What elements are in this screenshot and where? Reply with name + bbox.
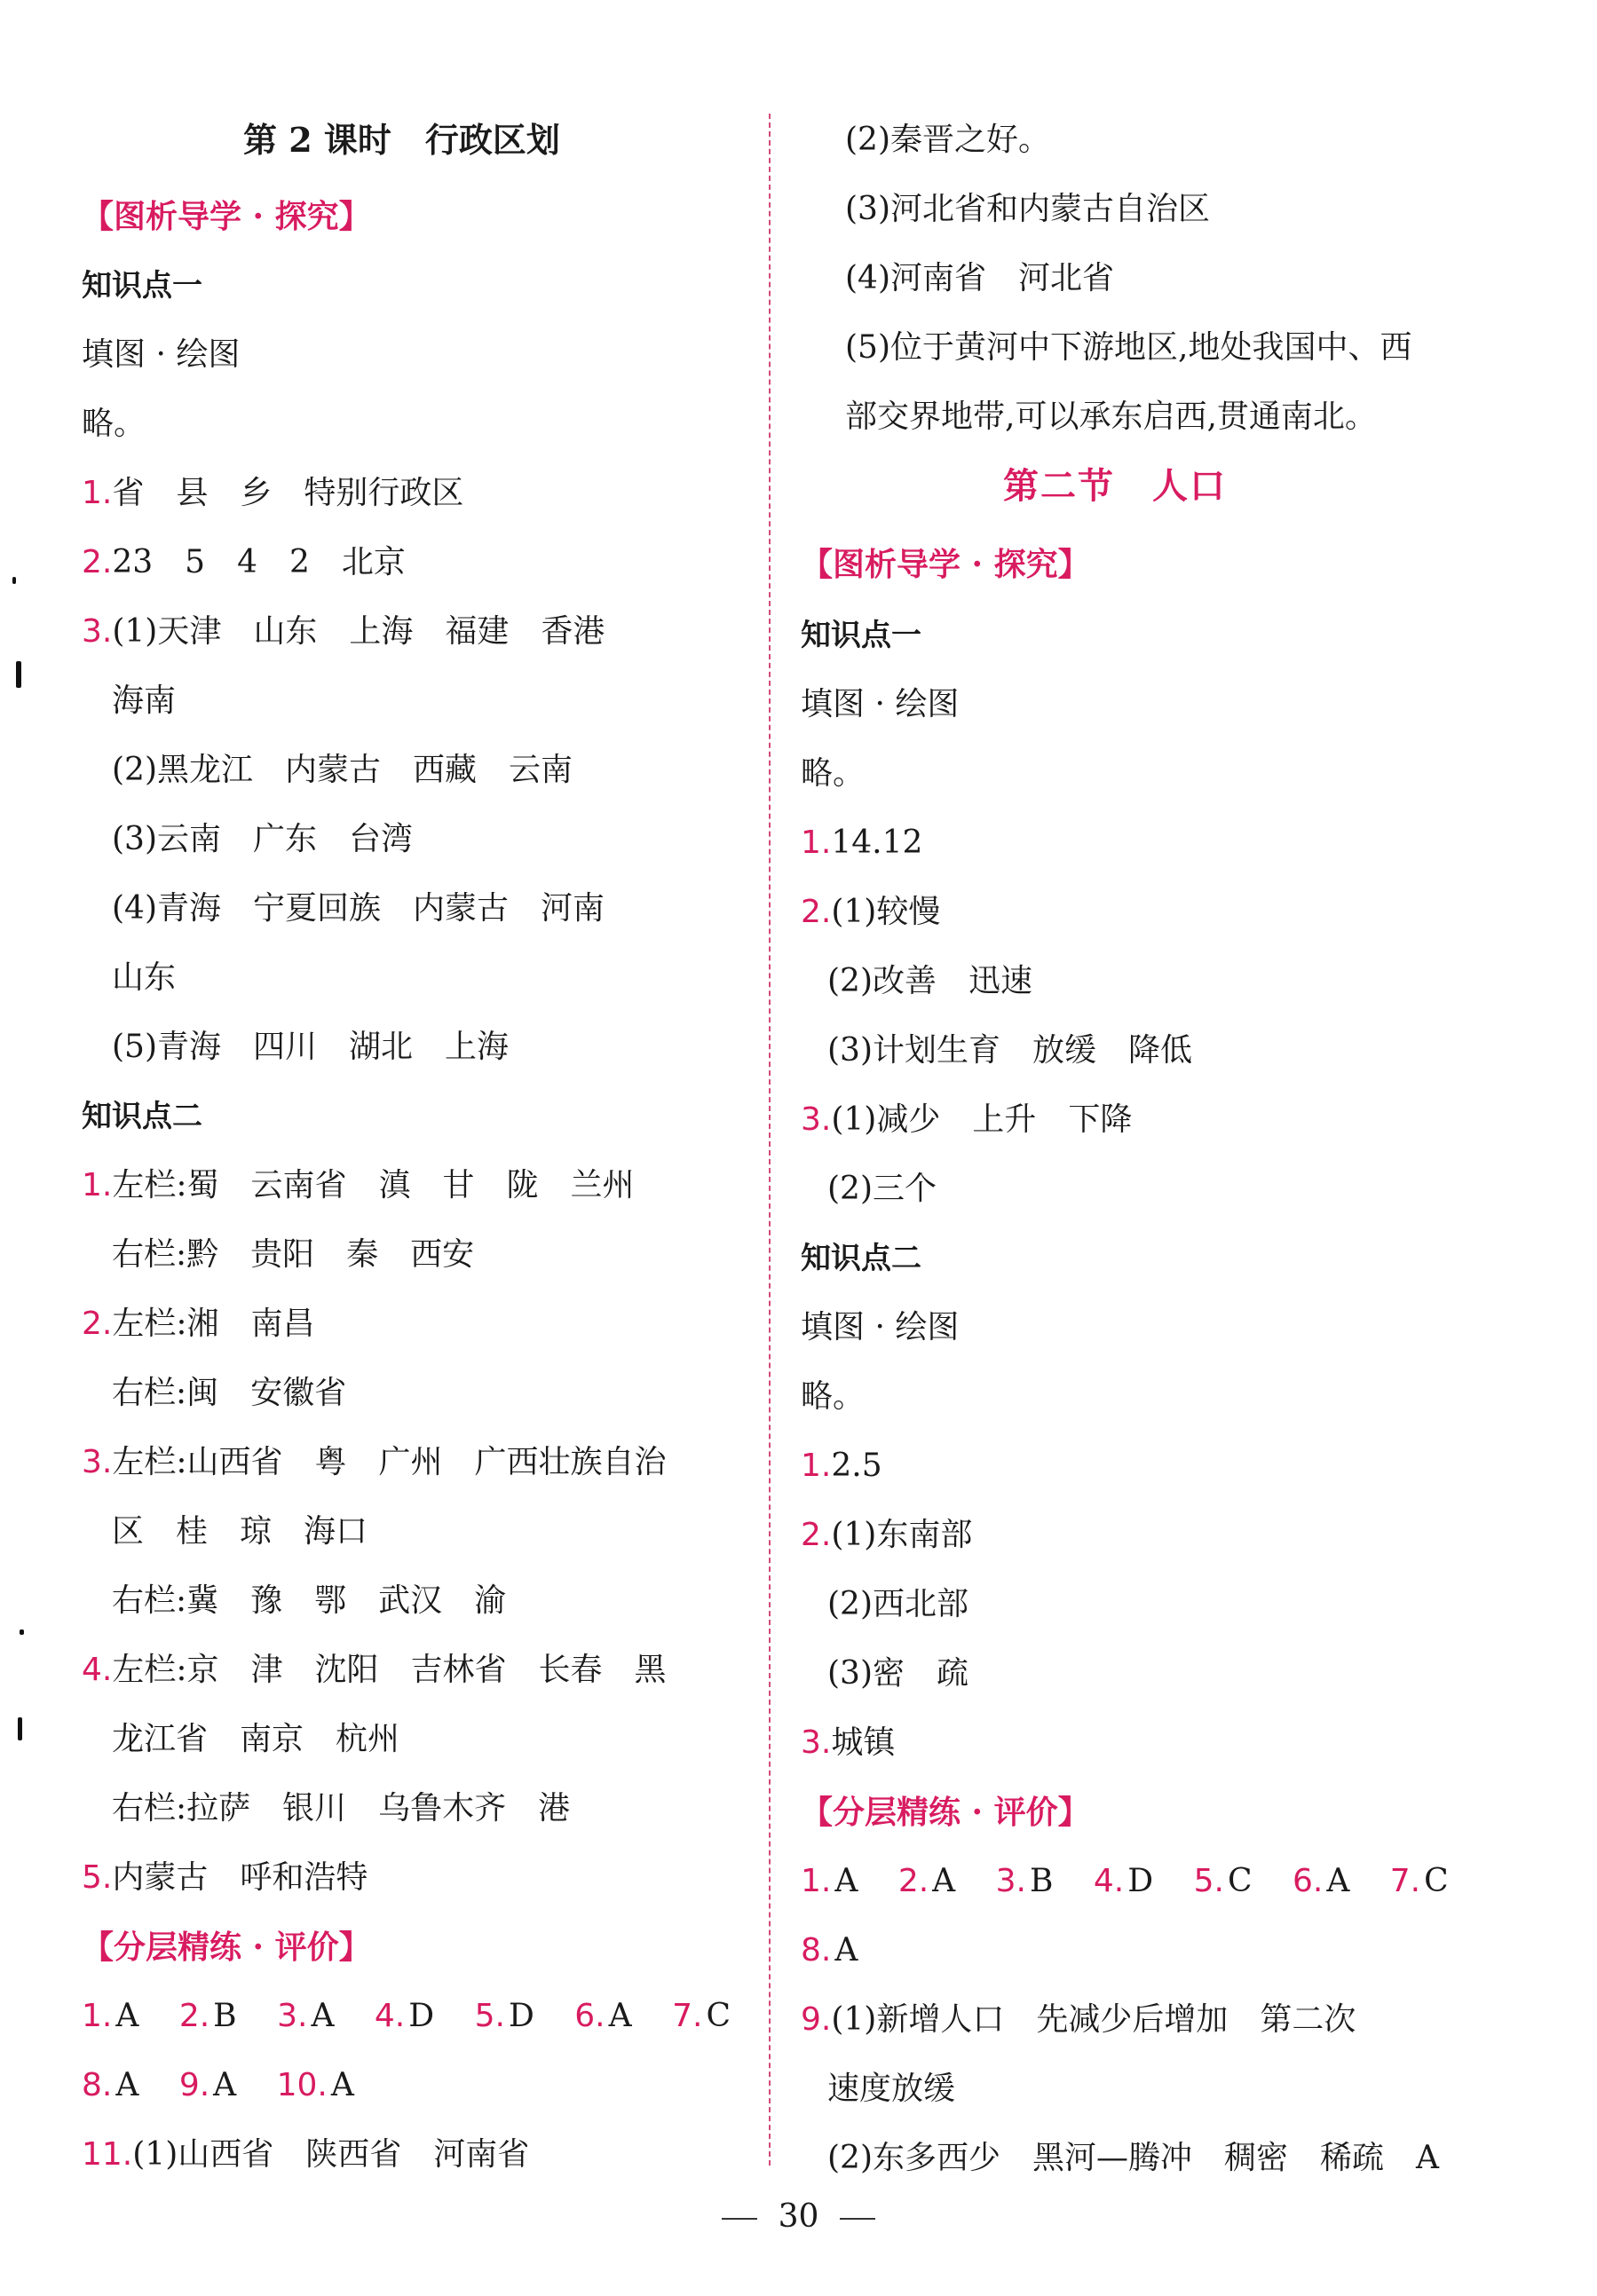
question-number: 1. [801,1863,832,1899]
answer-line [801,1445,882,1487]
answer-text: (1)新增人口 先减少后增加 第二次 [831,2001,1356,2038]
answer-line: 部交界地带,可以承东启西,贯通南北。 [845,398,1377,435]
question-number: 5. [1193,1863,1224,1899]
question-number: 7. [1389,1863,1421,1899]
choice-letter: A [115,1998,139,2034]
answer-line [82,1649,667,1692]
choice-letter: D [508,1998,534,2034]
answer-line [801,1099,1132,1141]
answer-text: 城镇 [831,1724,896,1761]
choice-letter: D [1127,1863,1154,1899]
question-number: 2. [178,1998,210,2034]
omitted-text: 略。 [801,1378,866,1415]
answer-line: (2)三个 [827,1171,937,1207]
question-number: 8. [82,2067,113,2103]
choice-answer [1390,1860,1449,1903]
section-tag: 【分层精练 · 评价】 [801,1794,1090,1831]
answer-line [801,891,940,934]
question-number: 1. [801,1448,832,1484]
answer-text: 2.5 [831,1448,882,1484]
answer-line [801,1514,972,1557]
question-number: 1. [82,1998,113,2034]
answer-line [82,1303,315,1345]
question-number: 8. [801,1932,832,1969]
choice-answers-row [801,1860,1479,1903]
answer-line [82,1441,667,1484]
omitted-text: 略。 [801,755,866,792]
answer-line: 龙江省 南京 杭州 [112,1721,400,1757]
page-number [0,2196,1597,2238]
choice-answer [898,1860,955,1903]
scan-mark [16,661,21,688]
question-number: 2. [801,894,832,930]
choice-letter: A [608,1998,632,2034]
answer-text: 左栏:蜀 云南省 滇 甘 陇 兰州 [112,1167,635,1203]
question-number: 7. [672,1998,703,2034]
choice-letter: A [1326,1863,1350,1899]
question-number: 9. [801,2001,832,2038]
choice-answer [277,2064,354,2107]
question-number: 2. [82,1306,113,1342]
choice-letter: A [311,1998,335,2034]
answer-text: 左栏:京 津 沈阳 吉林省 长春 黑 [112,1652,667,1688]
fill-draw-label: 填图 · 绘图 [82,336,241,373]
fill-draw-label: 填图 · 绘图 [801,1309,960,1345]
choice-answer [277,1995,334,2038]
choice-answer [82,1995,138,2038]
answer-line: (3)云南 广东 台湾 [112,821,413,857]
question-number: 2. [801,1517,832,1553]
knowledge-point-heading: 知识点二 [801,1241,921,1276]
omitted-text: 略。 [82,406,146,442]
answer-line [82,472,463,515]
choice-answer [996,1860,1054,1903]
answer-line: 右栏:冀 豫 鄂 武汉 渝 [112,1582,507,1619]
page-number-dash [840,2218,875,2220]
answer-line: 右栏:拉萨 银川 乌鲁木齐 港 [112,1790,571,1827]
answer-line: 山东 [112,959,177,996]
knowledge-point-heading: 知识点一 [82,268,202,304]
answer-line [82,541,406,584]
answer-line: (5)青海 四川 湖北 上海 [112,1029,509,1065]
answer-line: (4)青海 宁夏回族 内蒙古 河南 [112,890,605,927]
scan-mark [18,1717,22,1740]
knowledge-point-heading: 知识点一 [801,618,921,653]
answer-text: (1)减少 上升 下降 [831,1101,1133,1138]
choice-answer [1293,1860,1349,1903]
answer-line: 区 桂 琼 海口 [112,1513,368,1550]
choice-answer [179,2064,236,2107]
answer-text: (1)较慢 [831,894,941,930]
question-number: 11. [82,2136,133,2173]
answer-line [82,1164,635,1207]
answer-line: 右栏:闽 安徽省 [112,1375,347,1411]
question-number: 2. [82,544,113,580]
choice-answer [672,1995,731,2038]
answer-line: (3)密 疏 [827,1655,968,1692]
page-number-dash [722,2218,757,2220]
choice-answer [375,1995,434,2038]
page-number-text: 30 [778,2198,819,2235]
choice-letter: B [1029,1863,1054,1899]
answer-text: 14.12 [831,825,923,861]
answer-line: 右栏:黔 贵阳 秦 西安 [112,1236,475,1273]
scan-mark [12,577,16,584]
answer-line: (2)黑龙江 内蒙古 西藏 云南 [112,752,573,788]
section-title: 第二节 人口 [1003,465,1227,507]
choice-answer [1194,1860,1253,1903]
column-divider [769,114,771,2166]
answer-line [801,1722,895,1764]
answer-text: (1)天津 山东 上海 福建 香港 [112,613,605,650]
answer-line: (4)河南省 河北省 [845,260,1114,296]
question-number: 4. [82,1652,113,1688]
answer-text: 内蒙古 呼和浩特 [112,1859,368,1896]
answer-line [801,822,922,864]
answer-text: (1)山西省 陕西省 河南省 [132,2136,530,2173]
question-number: 6. [1292,1863,1324,1899]
answer-line: (2)改善 迅速 [827,963,1032,999]
section-tag: 【分层精练 · 评价】 [82,1929,371,1966]
question-number: 3. [82,1444,113,1480]
answer-line: 海南 [112,682,177,719]
knowledge-point-heading: 知识点二 [82,1099,202,1134]
choice-letter: C [1424,1863,1449,1899]
choice-letter: A [834,1932,858,1969]
question-number: 9. [178,2067,210,2103]
question-number: 5. [82,1859,113,1896]
choice-answer [1094,1860,1153,1903]
question-number: 3. [277,1998,308,2034]
choice-letter: A [932,1863,956,1899]
choice-answer [801,1860,858,1903]
answer-line [82,2134,529,2176]
choice-answer [179,1995,237,2038]
scan-mark [20,1629,24,1635]
choice-answer [574,1995,631,2038]
question-number: 3. [801,1101,832,1138]
choice-answers-row [82,1995,761,2038]
choice-letter: C [706,1998,731,2034]
choice-letter: A [115,2067,139,2103]
choice-letter: A [834,1863,858,1899]
question-number: 10. [276,2067,328,2103]
choice-letter: A [330,2067,354,2103]
answer-text: 左栏:湘 南昌 [112,1306,315,1342]
answer-line: (2)秦晋之好。 [845,122,1050,158]
answer-line: (2)西北部 [827,1586,968,1622]
choice-letter: A [213,2067,237,2103]
answer-line: (3)河北省和内蒙古自治区 [845,191,1210,227]
section-tag: 【图析导学 · 探究】 [82,198,371,235]
section-tag: 【图析导学 · 探究】 [801,546,1090,583]
answer-line [801,1999,1356,2041]
question-number: 1. [82,475,113,511]
question-number: 2. [897,1863,929,1899]
choice-answer [82,2064,138,2107]
question-number: 3. [995,1863,1026,1899]
choice-answer [475,1995,534,2038]
lesson-title: 第 2 课时 行政区划 [243,120,560,160]
question-number: 4. [374,1998,406,2034]
choice-answer [801,1929,858,1972]
question-number: 6. [574,1998,605,2034]
answer-text: (1)东南部 [831,1517,973,1553]
answer-line [82,611,605,653]
answer-line: (2)东多西少 黑河—腾冲 稠密 稀疏 A [827,2140,1439,2176]
question-number: 3. [801,1724,832,1761]
fill-draw-label: 填图 · 绘图 [801,686,960,722]
answer-text: 23 5 4 2 北京 [112,544,406,580]
choice-answers-row [82,2064,384,2107]
choice-letter: B [213,1998,237,2034]
answer-line: 速度放缓 [827,2071,956,2107]
answer-line [82,1857,368,1899]
answer-line: (5)位于黄河中下游地区,地处我国中、西 [845,329,1412,366]
choice-answers-row [801,1929,888,1972]
question-number: 1. [82,1167,113,1203]
choice-letter: D [408,1998,435,2034]
answer-line: (3)计划生育 放缓 降低 [827,1032,1192,1069]
answer-text: 省 县 乡 特别行政区 [112,475,464,511]
question-number: 5. [474,1998,505,2034]
question-number: 1. [801,825,832,861]
question-number: 3. [82,613,113,650]
choice-letter: C [1227,1863,1253,1899]
answer-text: 左栏:山西省 粤 广州 广西壮族自治 [112,1444,667,1480]
question-number: 4. [1093,1863,1125,1899]
